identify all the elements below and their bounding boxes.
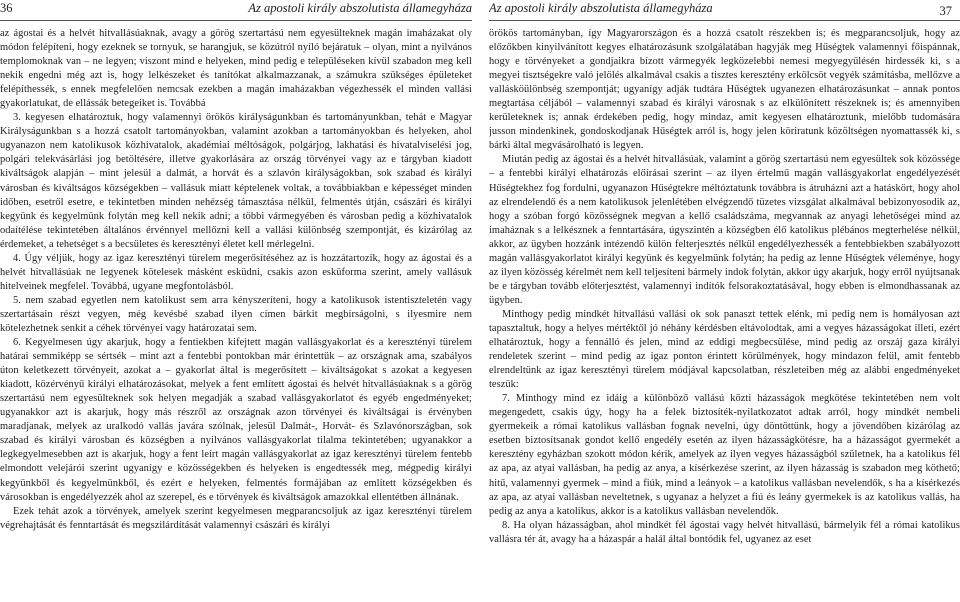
right-page-number: 37 (939, 4, 952, 18)
right-page-header (489, 0, 960, 21)
right-page-body (489, 27, 960, 547)
paragraph: 7. Minthogy mind ez idáig a különböző vallású közti házasságok megkötése tekintetében nem volt megengedett, csakis úgy, hogy ha a felek biztosíték-nyilatkozatot adtak arról, hogy mindkét nembeli gyermekeik a római katolikus vallásban fognak nevelni, úgy döntöttünk, hogy a jövendőben kizárólag az esetben biztosítsanak gondot kellő engedély esetén az ilyen házasságkötésre, ha a házasságot gyermekét a keresztény egyházban szokott módon kérik, amelyek az ilyen vegyes házasságból születnek, ha a katolikus fél az apa, az atyai vallásban, ha pedig az anya, a kísérkezése szerint, az ilyen házasság is szabadon meg köthető; hitű, valamennyi gyermek – mind a fiúk, mind a leányok – a katolikus vallásban nevelendők, s ha a kísérkezés az apa, az atyai vallásban neveltetnek, s ugyanaz a helyzet a fiú és leány gyermekek is az katolikus vallás, ha pedig az anya a katolikus, akkor is a katolikus vallásban nevelendők. (489, 393, 960, 517)
paragraph: az ágostai és a helvét hitvallásúaknak, avagy a görög szertartású nem egyesülteknek magán imaházakat oly módon felépíteni, hogy ezeknek se tornyuk, se harangjuk, se közútról nyíló bejáratuk – olyan, mint a nyilvános templomoknak van – ne legyen; viszont mind e helyeken, mind pedig e településeken kívül szabadon meg kell nekik engedni még azt is, hogy lelkészeket és tanítókat alkalmazzanak, a számukra szükséges épületeket felépíthessék, s ennek megfelelően nemcsak ezekben a magán imaházakban végezhessék el minden vallási gyakorlatukat, de ellássák betegeiket is. Továbbá (0, 28, 472, 110)
right-page (489, 0, 960, 602)
left-page-header (0, 0, 472, 21)
paragraph: 3. kegyesen elhatároztuk, hogy valamennyi örökös királyságunkban és tartományunkban, tehát e Magyar Királyságunkban s a hozzá csatolt tartományokban, valamint azokban a tartományokban és helyeken, ahol ugyanazon nem katolikusok közhivatalok, akadémiai méltóságok, polgárjog, lakhatási és hivatalviselési jog, polgári telekvásárlási jog betöltésére, illetve gyakorlására az ország törvényei vagy az e tárgyban kiadott kiváltságok alapján – mint jelesül a dalmát, a horvát és a szlavón királyságokban, sok szabad és királyi városban és kiváltságos községekben – vallásuk miatt képtelenek voltak, a továbbiakban e képességet minden időben, esetről esetre, e tekintetben minden nehézség támasztása nélkül, felmentés útján, császári és királyi kegyünk és kegyelmünk folytán meg kell nekik adni; a többi vármegyében és városban pedig a közhivatalok odaítélése tekintetében általános érvénnyel mellőzni kell a vallási különbség szempontját, és kizárólag az érdemeket, a tehetséget s a becsületes és keresztényi életet kell mérlegelni. (0, 112, 472, 250)
left-page-body (0, 27, 472, 533)
paragraph: 8. Ha olyan házasságban, ahol mindkét fél ágostai vagy helvét hitvallású, bármelyik fél a római katolikus vallásra tér át, avagy ha a házaspár a halál által bontódik fel, ugyanez az eset (489, 519, 960, 545)
paragraph: örökös tartományban, így Magyarországon és a hozzá csatolt részekben is; és megparancsoljuk, hogy az előzőkben kinyilvánított kegyes elhatározásunk szolgálatában hagyják meg Hűségtek valamennyi főispánnak, hogy e törvényeket a gondjaikra bízott vármegyék legközelebbi nemesi megyegyűlésén hirdessék ki, s a megyei tisztségekre való jelölés alkalmával csakis a tisztes keresztény erkölcsöt vegyék számításba, mellőzve a vallásköülönbség szempontját; ugyanígy adják tudtára Hűségtek ugyanezen elhatározásunkat – annak pontos megtartása céljából – valamennyi szabad és királyi városnak s az elkülönített részeknek is; és amennyiben kerületeknek is; annak érdekében pedig, hogy mindaz, amit kegyesen elhatároztunk, mielőbb tudomására jusson mindenkinek, gondoskodjanak Hűségtek arról is, hogy jelen köriratunk közöltségen nyomattassék ki, s bárki által megvásárolható is legyen. (489, 28, 960, 152)
paragraph: 6. Kegyelmesen úgy akarjuk, hogy a fentiekben kifejtett magán vallásgyakorlat és a keresztényi türelem határai semmiképp se sértsék – mint azt a fentebbi pontokban már érintettük – az országnak ama, szabályos úton keletkezett törvényeit, azokat a – gyakorlat által is megerősített – kiváltságokat s azokat a kegyesen kiadott, közérvényű királyi elhatározásokat, melyek a fent említett ágostai és helvét hitvallásúaknak s a görög szertartású nem egyesülteknek sok helyen megadják a szabad vallásgyakorlatot és egyéb engedményeket; ugyanakkor azt is akarjuk, hogy más részről az országnak azon törvényei és kiváltságai is érvényben maradjanak, melyek az uralkodó vallás javára szólnak, jelesül Dalmát-, Horvát- és Szlavónországban, sok szabad és királyi városban és községben a nyilvános vallásgyakorlat tilalma tekintetében; ugyanakkor a legkegyelmesebben azt is akarjuk, hogy a fent leírt magán vallásgyakorlat az igaz keresztényi türelem fentebb elmondott velejárói szerint ugyanígy e közösségekben és helyeken is engedtessék meg, mégpedig királyi kegyünkből és kegyelmünkből, és ezért e helyeken, felmentés formájában az említett községekben és városokban is engedélyezzék ahol az szerepel, és e törvények és kiváltságok amazokkal ellentétben állnának. (0, 337, 472, 503)
left-page (0, 0, 472, 602)
right-running-title: Az apostoli király abszolutista államegyháza (489, 1, 713, 15)
left-page-number: 36 (0, 1, 13, 15)
paragraph: 5. nem szabad egyetlen nem katolikust sem arra kényszeríteni, hogy a katolikusok istentiszteletén vagy szertartásain részt vegyen, még kevésbé szabad ilyen címen bárkit megbírságolni, s ilyesmire nem kötelezhetnek senkit a céhek törvényei vagy határozatai sem. (0, 294, 472, 334)
paragraph: Ezek tehát azok a törvények, amelyek szerint kegyelmesen megparancsoljuk az igaz keresztényi türelem végrehajtását és fenntartását és megszilárdítását valamennyi császári és királyi (0, 505, 472, 531)
paragraph: Miután pedig az ágostai és a helvét hitvallásúak, valamint a görög szertartású nem egyesültek sok közössége – a fentebbi királyi elhatározás előírásai szerint – az ilyen értelmű magán vallásgyakorlat engedélyezését Hűségtekhez fog fordulni, ugyanazon Hűségtekre méltóztatunk továbbra is átruházni azt a hatáskört, hogy ahol az elrendelendő és a nem katolikusok jelenlétében elvégzendő tüzetes vizsgálat alkalmával bebizonyosodik az, hogy a szóban forgó közösségnek megvan a kellő családszáma, megvannak az anyagi lehetőségei mind az imaháznak s a lelkésznek a fenntartására, úgyszintén a községben élő katolikus plébános megterhelése nélkül, akkor, az ügyben hozzánk intézendő külön felterjesztés nélkül engedélyezhessék a fentebbiekben szabályozott magán vallásgyakorlatot királyi kegyünk és kegyelmünk folytán; ha pedig az lenne Hűségtek véleménye, hogy az ilyen közösség kérelmét nem kell teljesíteni bármely indok folytán, akkor úgy akarjuk, hogy erről nyújtsanak be e tárgyban tovább előterjesztést, valamennyi indítók felsorakoztatásával, hogy ebben is elmondhassanak az ügyben. (489, 154, 960, 306)
paragraph: Minthogy pedig mindkét hitvallású vallási ok sok panaszt tettek elénk, mi pedig nem is homályosan azt tapasztaltuk, hogy a helyes mértéktől jó néhány kérdésben eltávolodtak, ami a vegyes házasságokat illeti, ezért elhatároztuk, hogy a fennálló és jelen, mind az eddigi megbecsülése, mind pedig az orszáj gaza királyi rendeletek szerint – mind pedig az igaz ponton érintett körülmények, hogy mindazon felül, amit fentebb elrendeltünk az igaz keresztényi türelem módjával kapcsolatban, részleteiben még az alábbi engedményeket teszük: (489, 308, 960, 391)
paragraph: 4. Úgy véljük, hogy az igaz keresztényi türelem megerősítéséhez az is hozzátartozik, hogy az ágostai és a helvét hitvallásúak ne legyenek kötelesek másként esküdni, csakis azon esküforma szerint, amely vallásuk hitelveinek megfelel. Továbbá, ugyane megfontolásból. (0, 252, 472, 292)
left-running-title: Az apostoli király abszolutista államegyháza (248, 1, 472, 15)
